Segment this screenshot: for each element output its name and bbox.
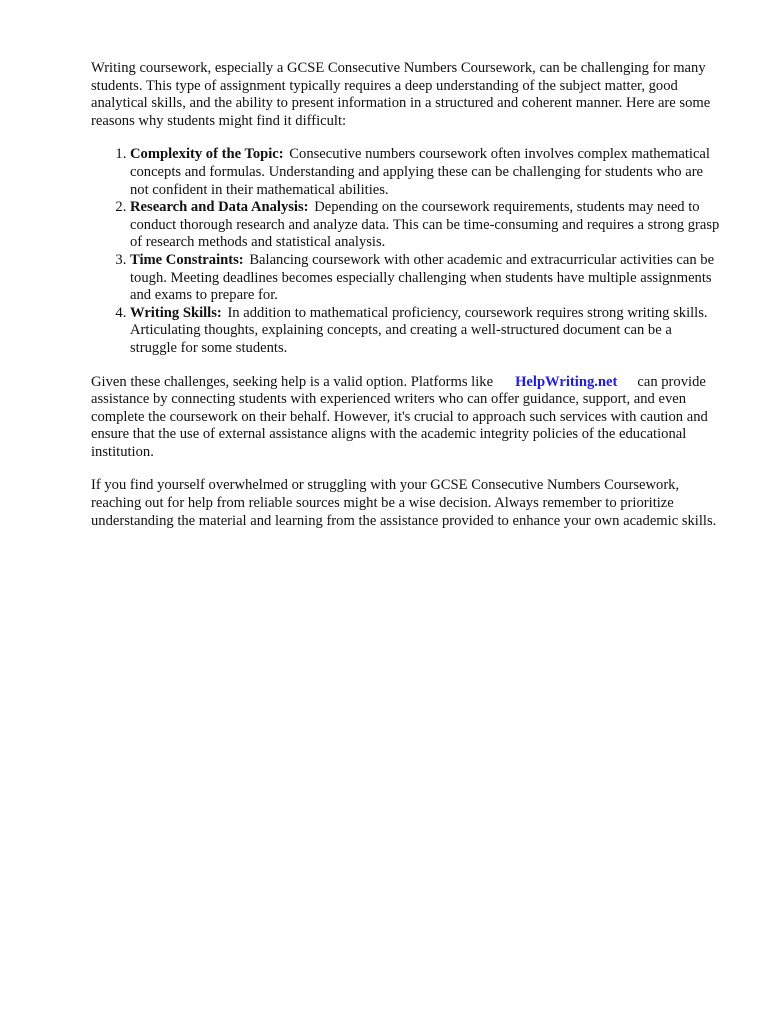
intro-paragraph: Writing coursework, especially a GCSE Consecutive Numbers Coursework, can be challenging for many students. This type of assignment typically requires a deep understanding of the subject matter, good analytical skills, and the ability to present information in a structured and coherent manner. Here are some reasons why students might find it difficult:	[91, 60, 711, 129]
closing-paragraph: If you find yourself overwhelmed or struggling with your GCSE Consecutive Numbers Coursework, reaching out for help from reliable sources might be a wise decision. Always remember to prioritize understanding the material and learning from the assistance provided to enhance your own academic skills.	[91, 477, 717, 529]
reason-text: Balancing coursework with other academic and extracurricular activities can be tough. Meeting deadlines becomes especially challenging when students have multiple assignments and exams to prepare for.	[130, 251, 715, 304]
list-item	[130, 199, 721, 252]
reasons-list	[91, 146, 721, 357]
reason-title: Writing Skills:	[130, 304, 222, 321]
help-text-before: Given these challenges, seeking help is a valid option. Platforms like	[91, 373, 494, 390]
reason-title: Research and Data Analysis:	[130, 199, 309, 216]
reason-text: Consecutive numbers coursework often involves complex mathematical concepts and formulas. Understanding and applying these can be challenging for students who are not confident in their mathematical abilities.	[130, 146, 710, 198]
reason-title: Complexity of the Topic:	[130, 146, 284, 163]
reason-title: Time Constraints:	[130, 251, 244, 268]
help-paragraph	[91, 374, 721, 462]
list-item	[130, 146, 721, 199]
list-item	[130, 305, 721, 358]
document-page	[91, 60, 721, 546]
reason-text: Depending on the coursework requirements, students may need to conduct thorough research and analyze data. This can be time-consuming and requires a strong grasp of research methods and statistical analysis.	[130, 199, 720, 251]
helpwriting-link[interactable]: HelpWriting.net	[515, 373, 618, 390]
reason-text: In addition to mathematical proficiency, coursework requires strong writing skills. Articulating thoughts, explaining concepts, and creating a well-structured document can be a struggle for some students.	[130, 304, 708, 356]
help-text-after: can provide assistance by connecting students with experienced writers who can offer guidance, support, and even complete the coursework on their behalf. However, it's crucial to approach such services with caution and ensure that the use of external assistance aligns with the academic integrity policies of the educational institution.	[91, 373, 708, 460]
list-item	[130, 252, 721, 305]
